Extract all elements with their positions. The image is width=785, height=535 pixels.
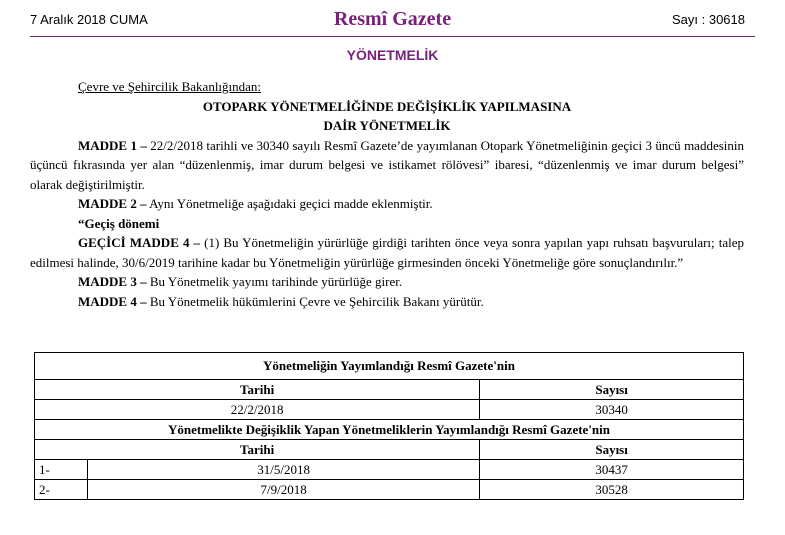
article-text: Bu Yönetmelik hükümlerini Çevre ve Şehircilik Bakanı yürütür. xyxy=(146,293,484,309)
column-header-date: Tarihi xyxy=(35,380,480,400)
header-date: 7 Aralık 2018 CUMA xyxy=(30,12,148,27)
table-row xyxy=(35,460,744,480)
article-4 xyxy=(30,292,744,312)
article-label: MADDE 1 – xyxy=(78,137,147,153)
gazette-header xyxy=(30,0,755,37)
article-label: GEÇİCİ MADDE 4 – xyxy=(78,235,201,250)
table-row xyxy=(35,440,744,460)
article-text: Aynı Yönetmeliğe aşağıdaki geçici madde eklenmiştir. xyxy=(146,196,433,211)
article-label: MADDE 3 – xyxy=(78,274,147,289)
regulation-body xyxy=(30,77,744,311)
column-header-number: Sayısı xyxy=(480,440,744,460)
article-label: MADDE 2 – xyxy=(78,196,147,211)
article-2 xyxy=(30,194,744,214)
original-number: 30340 xyxy=(480,400,744,420)
article-text: (1) Bu Yönetmeliğin yürürlüğe girdiği tarihten önce veya sonra yapılan yapı ruhsatı başvuruları; talep edilmesi halinde, 30/6/2019 tarihine kadar bu Yönetmeliğin yürürlüğe girmesinden önceki Yönetmeliğe göre sonuçlandırılır.” xyxy=(30,235,744,270)
table-heading-original: Yönetmeliğin Yayımlandığı Resmî Gazete'nin xyxy=(35,353,744,380)
provisional-article-4 xyxy=(30,233,744,272)
table-row xyxy=(35,400,744,420)
article-3 xyxy=(30,272,744,292)
publication-table xyxy=(34,352,744,500)
gazette-title: Resmî Gazete xyxy=(333,8,452,30)
column-header-date: Tarihi xyxy=(35,440,480,460)
transition-heading xyxy=(30,214,744,234)
ministry-line: Çevre ve Şehircilik Bakanlığından: xyxy=(78,79,262,94)
amendment-index: 1- xyxy=(35,460,88,480)
original-date: 22/2/2018 xyxy=(35,400,480,420)
column-header-number: Sayısı xyxy=(480,380,744,400)
amendment-date: 7/9/2018 xyxy=(88,480,480,500)
amendment-index: 2- xyxy=(35,480,88,500)
table-row xyxy=(35,480,744,500)
header-issue: Sayı : 30618 xyxy=(672,12,745,27)
section-title: YÖNETMELİK xyxy=(346,47,439,63)
table-row xyxy=(35,353,744,380)
amendment-number: 30528 xyxy=(480,480,744,500)
article-text: Bu Yönetmelik yayımı tarihinde yürürlüğe girer. xyxy=(146,274,403,289)
regulation-title-line1: OTOPARK YÖNETMELİĞİNDE DEĞİŞİKLİK YAPILMASINA xyxy=(202,98,572,114)
amendment-number: 30437 xyxy=(480,460,744,480)
table-heading-amendments: Yönetmelikte Değişiklik Yapan Yönetmeliklerin Yayımlandığı Resmî Gazete'nin xyxy=(35,420,744,440)
article-text: 22/2/2018 tarihli ve 30340 sayılı Resmî Gazete’de yayımlanan Otopark Yönetmeliğinin geçici 3 üncü maddesinin üçüncü fıkrasında yer alan “düzenlenmiş, imar durum belgesi ve istikamet rölövesi” ibaresi, “düzenlenmiş ve imar durum belgesi” olarak değiştirilmiştir. xyxy=(30,137,744,192)
regulation-title-line2: DAİR YÖNETMELİK xyxy=(323,118,451,133)
article-label: “Geçiş dönemi xyxy=(78,215,160,231)
article-1 xyxy=(30,136,744,195)
amendment-date: 31/5/2018 xyxy=(88,460,480,480)
table-row xyxy=(35,420,744,440)
table-row xyxy=(35,380,744,400)
article-label: MADDE 4 – xyxy=(78,293,147,309)
